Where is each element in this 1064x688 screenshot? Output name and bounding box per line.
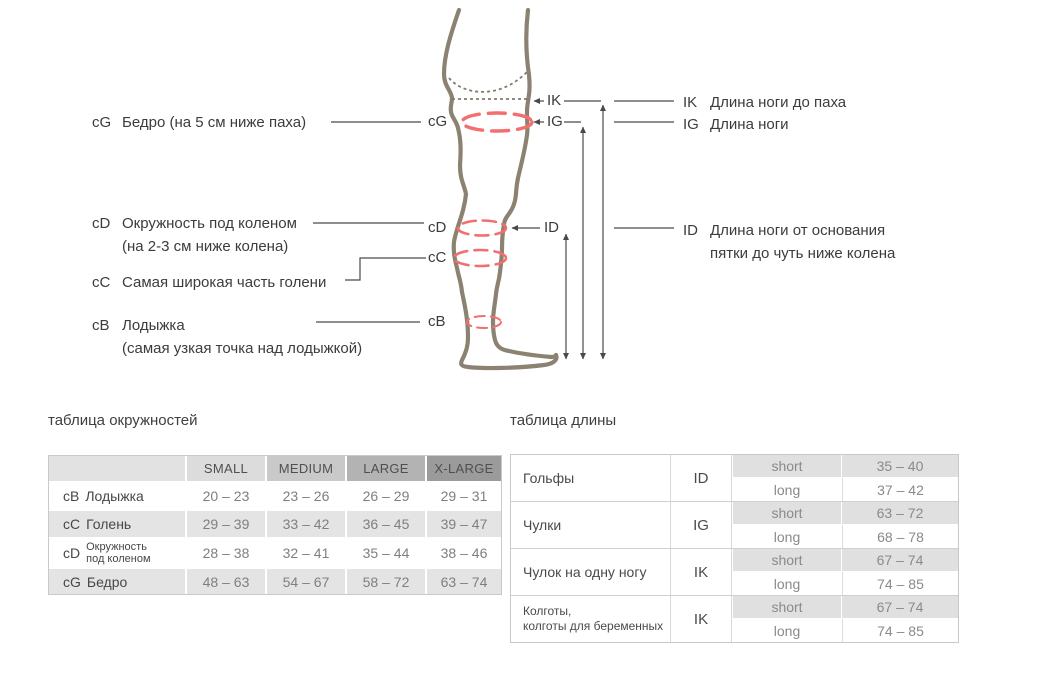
size-value-cell: 38 – 46	[427, 539, 501, 567]
label-cB-line2: (самая узкая точка над лодыжкой)	[122, 340, 363, 357]
label-IK-line1: Длина ноги до паха	[710, 94, 847, 111]
circumference-table	[48, 455, 502, 595]
variant-short-value: 67 – 74	[842, 596, 958, 619]
size-value-cell: 26 – 29	[347, 483, 425, 509]
circ-header-medium: MEDIUM	[267, 456, 345, 481]
groin-fold-dashed-curve	[449, 72, 527, 92]
label-cD-code: cD	[92, 215, 111, 232]
row-label-cD	[49, 539, 185, 567]
label-cD-text	[122, 212, 297, 258]
length-group-chulki	[511, 502, 958, 549]
variant-short-label: short	[732, 596, 842, 619]
label-cC-line1: Самая широкая часть голени	[122, 274, 327, 291]
ID-marker-label: ID	[544, 219, 559, 236]
cG-marker-label: cG	[428, 113, 448, 130]
label-cC-code: cC	[92, 274, 111, 291]
row-name: Бедро	[86, 573, 128, 590]
row-name-line2: под коленом	[86, 553, 151, 565]
label-cG-line1: Бедро (на 5 см ниже паха)	[122, 114, 307, 131]
size-value-cell: 36 – 45	[347, 511, 425, 537]
row-code: cD	[63, 545, 81, 561]
variant-short-value: 67 – 74	[842, 549, 958, 572]
measure-code: IG	[671, 502, 732, 548]
product-name-line1: Чулки	[523, 517, 562, 533]
label-cD-line2: (на 2-3 см ниже колена)	[122, 238, 289, 255]
label-cG-text	[122, 111, 306, 134]
row-code: cB	[63, 488, 80, 504]
variant-short-label: short	[732, 549, 842, 572]
variant-long-value: 74 – 85	[842, 572, 958, 595]
label-IG-line1: Длина ноги	[710, 116, 789, 133]
product-name-line1: Колготы,	[523, 604, 572, 618]
table-row-cC	[49, 511, 501, 537]
circ-header-xlarge: X-LARGE	[427, 456, 501, 481]
variant-short-value: 35 – 40	[842, 455, 958, 478]
variant-short-label: short	[732, 455, 842, 478]
size-value-cell: 29 – 31	[427, 483, 501, 509]
label-IG	[683, 113, 789, 136]
variant-long-label: long	[732, 619, 842, 642]
label-ID-line2: пятки до чуть ниже колена	[710, 245, 896, 262]
row-code: cC	[63, 516, 81, 532]
row-label-cB	[49, 483, 185, 509]
leg-outline-left-and-foot	[444, 10, 556, 368]
row-name-line1: Окружность	[86, 541, 147, 553]
length-table-title: таблица длины	[510, 412, 617, 429]
leg-outline-right-and-instep	[493, 10, 556, 357]
length-group-chulok-odna-noga	[511, 549, 958, 596]
label-cB-line1: Лодыжка	[122, 317, 185, 334]
label-ID-code: ID	[683, 222, 698, 239]
row-code: cG	[63, 573, 81, 590]
label-IK-text	[710, 91, 846, 114]
circ-header-small: SMALL	[187, 456, 265, 481]
circ-header-row	[49, 456, 501, 481]
cC-girth-ellipse	[454, 250, 506, 266]
measure-code: IK	[671, 596, 732, 642]
size-value-cell: 48 – 63	[187, 569, 265, 594]
variant-long-value: 68 – 78	[842, 525, 958, 548]
cG-girth-ellipse	[462, 113, 532, 131]
size-value-cell: 23 – 26	[267, 483, 345, 509]
cC-connector-elbow	[345, 258, 426, 280]
product-name-line2: колготы для беременных	[523, 619, 664, 633]
size-value-cell: 28 – 38	[187, 539, 265, 567]
length-table	[510, 454, 959, 643]
product-name	[511, 455, 671, 501]
size-value-cell: 35 – 44	[347, 539, 425, 567]
label-cB-text	[122, 314, 362, 360]
length-group-golfy	[511, 455, 958, 502]
label-cB	[92, 314, 362, 360]
circ-header-empty-cell	[49, 456, 185, 481]
variant-long-value: 74 – 85	[842, 619, 958, 642]
variant-short-label: short	[732, 502, 842, 525]
row-name: Голень	[86, 516, 132, 532]
row-label-cG	[49, 569, 185, 594]
measure-code: ID	[671, 455, 732, 501]
label-cD	[92, 212, 297, 258]
variant-long-value: 37 – 42	[842, 478, 958, 501]
label-IK-code: IK	[683, 94, 698, 111]
measure-code: IK	[671, 549, 732, 595]
label-IK	[683, 91, 846, 114]
size-value-cell: 58 – 72	[347, 569, 425, 594]
size-value-cell: 29 – 39	[187, 511, 265, 537]
row-name: Лодыжка	[85, 488, 144, 504]
table-row-cD	[49, 539, 501, 567]
cB-girth-ellipse	[467, 316, 501, 328]
row-name	[86, 541, 150, 565]
label-ID-text	[710, 219, 895, 265]
circ-header-large: LARGE	[347, 456, 425, 481]
product-name-line1: Гольфы	[523, 470, 575, 486]
size-value-cell: 33 – 42	[267, 511, 345, 537]
product-name	[511, 549, 671, 595]
circumference-table-title: таблица окружностей	[48, 412, 198, 429]
size-value-cell: 32 – 41	[267, 539, 345, 567]
label-cC-text	[122, 271, 326, 294]
label-ID-line1: Длина ноги от основания	[710, 222, 886, 239]
cC-marker-label: cC	[428, 249, 447, 266]
variant-long-label: long	[732, 478, 842, 501]
label-IG-code: IG	[683, 116, 699, 133]
table-row-cG	[49, 569, 501, 594]
size-value-cell: 20 – 23	[187, 483, 265, 509]
row-label-cC	[49, 511, 185, 537]
label-cD-line1: Окружность под коленом	[122, 215, 297, 232]
size-value-cell: 63 – 74	[427, 569, 501, 594]
size-value-cell: 39 – 47	[427, 511, 501, 537]
cD-marker-label: cD	[428, 219, 447, 236]
size-value-cell: 54 – 67	[267, 569, 345, 594]
variant-long-label: long	[732, 572, 842, 595]
label-IG-text	[710, 113, 789, 136]
IG-marker-label: IG	[547, 113, 563, 130]
product-name-line1: Чулок на одну ногу	[523, 564, 647, 580]
label-cB-code: cB	[92, 317, 110, 334]
table-row-cB	[49, 483, 501, 509]
product-name	[511, 596, 671, 642]
label-ID	[683, 219, 895, 265]
cD-girth-ellipse	[458, 221, 506, 236]
length-group-kolgoty	[511, 596, 958, 642]
variant-long-label: long	[732, 525, 842, 548]
product-name	[511, 502, 671, 548]
IK-marker-label: IK	[547, 92, 562, 109]
label-cC	[92, 271, 326, 294]
variant-short-value: 63 – 72	[842, 502, 958, 525]
label-cG-code: cG	[92, 114, 112, 131]
cB-marker-label: cB	[428, 313, 446, 330]
label-cG	[92, 111, 306, 134]
